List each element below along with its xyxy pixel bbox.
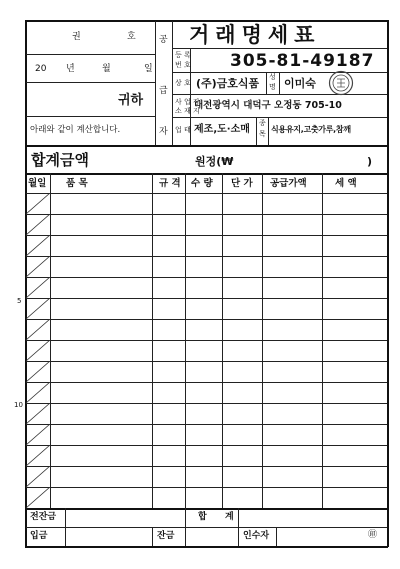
supplier-side-char-1: 공	[159, 35, 168, 45]
date-cell-diagonal	[26, 403, 50, 424]
supplier-side-char-2: 급	[159, 86, 168, 96]
prev-balance-label: 전잔금	[30, 512, 57, 522]
col-unit-price: 단 가	[231, 178, 253, 189]
col-date: 월일	[28, 178, 47, 189]
total-close-paren: )	[367, 155, 373, 168]
table-row-line	[26, 361, 387, 362]
number-label: 호	[127, 32, 136, 42]
reg-label-bottom: 번 호	[175, 61, 191, 69]
table-row-line	[26, 424, 387, 425]
sum-label: 합	[198, 512, 207, 522]
line	[256, 117, 257, 145]
line	[172, 117, 387, 118]
table-row-line	[26, 235, 387, 236]
registration-number: 305-81-49187	[230, 51, 375, 71]
date-cell-diagonal	[26, 487, 50, 508]
date-cell-diagonal	[26, 319, 50, 340]
supplier-side-char-3: 자	[159, 127, 168, 137]
year-prefix: 20	[35, 64, 47, 74]
business-label: 업 태	[175, 126, 191, 134]
reg-label-top: 등 록	[175, 51, 191, 59]
line	[26, 82, 155, 83]
date-cell-diagonal	[26, 277, 50, 298]
header-bottom-line	[26, 193, 387, 194]
table-row-line	[26, 445, 387, 446]
line	[268, 117, 269, 145]
line	[172, 48, 387, 49]
total-won-label: 원정(₩	[195, 155, 234, 168]
statement-note: 아래와 같이 계산합니다.	[30, 125, 121, 135]
table-row-line	[26, 403, 387, 404]
line	[276, 527, 277, 546]
line	[26, 116, 155, 117]
company-label: 상 호	[175, 79, 191, 87]
row-marker-10: 10	[14, 401, 23, 409]
day-label: 일	[144, 64, 153, 74]
company-seal-icon	[328, 70, 354, 96]
balance-label: 잔금	[157, 531, 175, 541]
line	[266, 72, 267, 94]
business-type: 제조,도·소매	[194, 124, 250, 135]
date-cell-diagonal	[26, 298, 50, 319]
frame-top	[25, 20, 388, 22]
year-label: 년	[66, 64, 75, 74]
business-item: 식용유지,고춧가루,참깨	[271, 125, 351, 134]
line	[238, 508, 239, 546]
supplier-address: 대전광역시 대덕구 오정동 705-10	[194, 100, 342, 111]
recipient-suffix: 귀하	[118, 93, 144, 108]
name-label-top: 성	[269, 73, 276, 81]
line	[65, 508, 66, 546]
address-label-bottom: 소 재 지	[175, 107, 200, 115]
footer-mid-line	[26, 527, 387, 528]
date-cell-diagonal	[26, 340, 50, 361]
frame-bottom	[25, 546, 388, 548]
table-row-line	[26, 340, 387, 341]
table-row-line	[26, 256, 387, 257]
line	[279, 72, 280, 94]
line	[152, 527, 153, 546]
volume-label: 권	[72, 32, 81, 42]
table-row-line	[26, 319, 387, 320]
date-cell-diagonal	[26, 445, 50, 466]
col-tax: 세 액	[335, 178, 357, 189]
date-cell-diagonal	[26, 466, 50, 487]
col-supply-amount: 공급가액	[270, 178, 307, 189]
company-name: (주)금호식품	[196, 77, 260, 90]
representative-name: 이미숙	[284, 77, 316, 90]
line	[172, 94, 387, 95]
document-title: 거래명세표	[189, 23, 321, 47]
date-cell-diagonal	[26, 193, 50, 214]
item-label-bottom: 목	[259, 130, 266, 138]
date-cell-diagonal	[26, 256, 50, 277]
table-row-line	[26, 214, 387, 215]
footer-top-line	[26, 508, 387, 510]
address-label-top: 사 업 장	[175, 98, 200, 106]
frame-right	[387, 20, 389, 547]
sum-label-2: 계	[225, 512, 234, 522]
name-label-bottom: 명	[269, 83, 276, 91]
total-bottom-line	[26, 173, 387, 175]
date-cell-diagonal	[26, 382, 50, 403]
item-label-top: 종	[259, 119, 266, 127]
line	[185, 508, 186, 546]
col-item: 품 목	[66, 178, 88, 189]
table-row-line	[26, 466, 387, 467]
date-cell-diagonal	[26, 214, 50, 235]
table-row-line	[26, 298, 387, 299]
month-label: 월	[102, 64, 111, 74]
receiver-label: 인수자	[243, 531, 270, 541]
col-qty: 수 량	[191, 178, 213, 189]
total-top-line	[26, 145, 387, 147]
receiver-seal-mark: ㊞	[368, 530, 378, 540]
date-cell-diagonal	[26, 361, 50, 382]
col-spec: 규 격	[159, 178, 181, 189]
row-marker-5: 5	[17, 297, 22, 305]
table-row-line	[26, 382, 387, 383]
table-row-line	[26, 487, 387, 488]
table-row-line	[26, 277, 387, 278]
deposit-label: 입금	[30, 531, 48, 541]
line	[26, 54, 155, 55]
date-cell-diagonal	[26, 235, 50, 256]
date-cell-diagonal	[26, 424, 50, 445]
supplier-side-divider	[172, 21, 173, 145]
header-divider	[155, 21, 156, 145]
total-label: 합계금액	[31, 151, 89, 169]
